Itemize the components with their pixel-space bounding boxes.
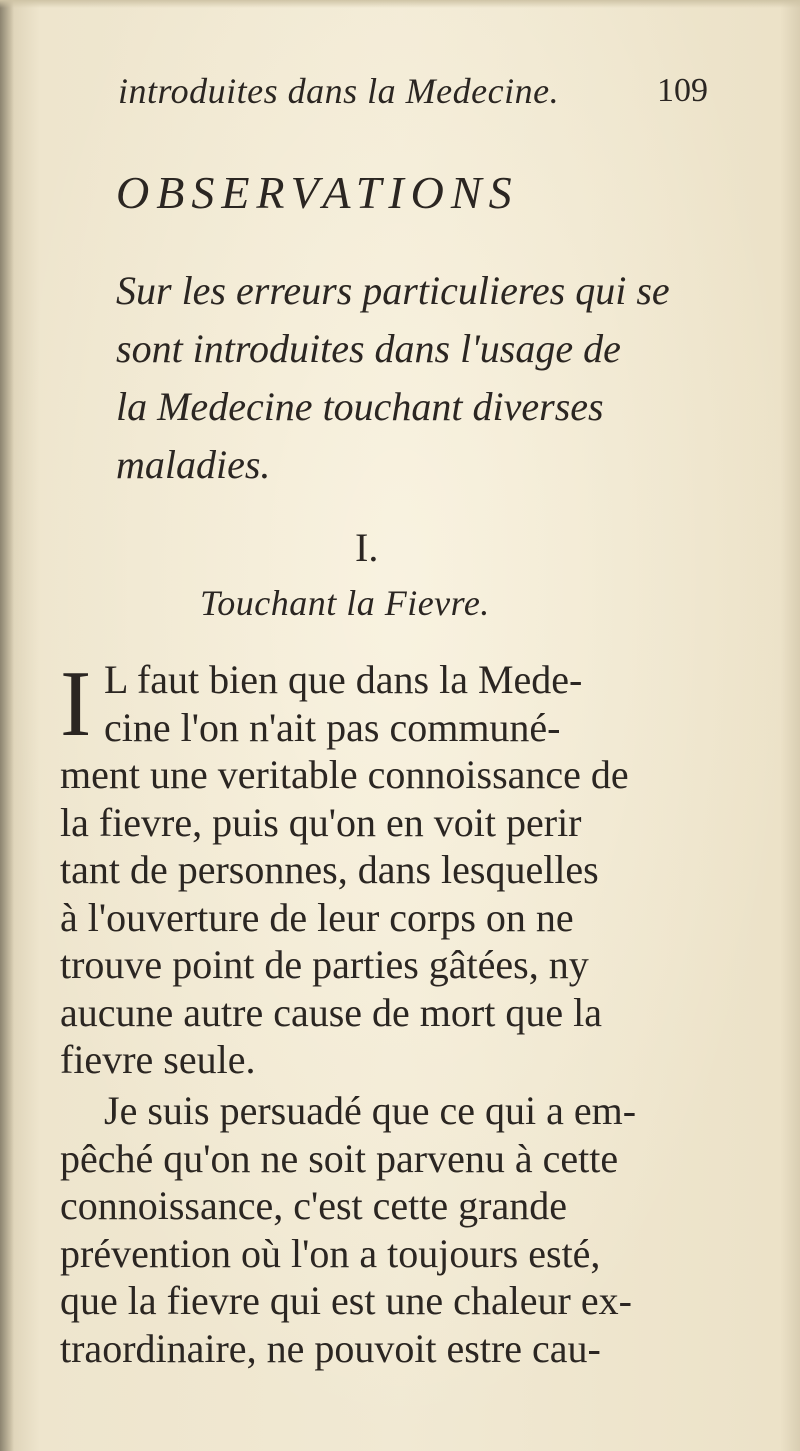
text-line: aucune autre cause de mort que la [60, 989, 602, 1035]
text-line: pêché qu'on ne soit parvenu à cette [60, 1135, 619, 1181]
subtitle-line: sont introduites dans l'usage de [116, 326, 621, 371]
text-line: traordinaire, ne pouvoit estre cau- [60, 1325, 601, 1371]
drop-cap: I [60, 652, 92, 756]
chapter-subtitle [116, 262, 696, 494]
text-line: connoissance, c'est cette grande [60, 1183, 567, 1228]
text-line: prévention où l'on a toujours esté, [60, 1230, 601, 1276]
section-heading: Touchant la Fievre. [200, 583, 490, 623]
text-line: trouve point de parties gâtées, ny [60, 942, 589, 987]
chapter-title: OBSERVATIONS [116, 167, 519, 218]
text-line: fievre seule. [60, 1037, 256, 1082]
page-spine-shadow [0, 0, 14, 1451]
text-line: ment une veritable connoissance de [60, 752, 629, 797]
subtitle-line: la Medecine touchant diverses [116, 384, 604, 429]
text-line: que la fievre qui est une chaleur ex- [60, 1278, 632, 1323]
paragraph-2 [60, 1087, 700, 1372]
subtitle-line: maladies. [116, 442, 271, 487]
text-line: à l'ouverture de leur corps on ne [60, 894, 574, 940]
text-line: Je suis persuadé que ce qui a em- [104, 1088, 637, 1133]
section-numeral: I. [355, 525, 379, 570]
running-title: introduites dans la Medecine. [118, 71, 560, 111]
running-head [118, 70, 708, 120]
text-line: cine l'on n'ait pas communé- [104, 704, 561, 750]
text-line: L faut bien que dans la Mede- [104, 657, 583, 702]
subtitle-line: Sur les erreurs particulieres qui se [116, 268, 670, 313]
text-line: la fievre, puis qu'on en voit perir [60, 799, 582, 845]
text-line: tant de personnes, dans lesquelles [60, 847, 599, 892]
page-top-edge [0, 0, 800, 8]
paragraph-1 [60, 652, 700, 1084]
page-number: 109 [657, 72, 708, 109]
